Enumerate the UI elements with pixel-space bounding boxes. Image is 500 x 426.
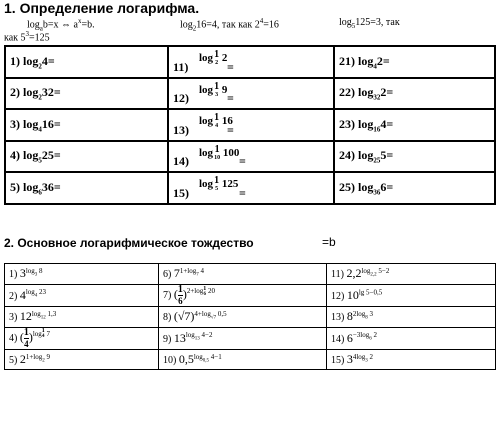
section2-title: 2. Основное логарифмическое тождество [4,236,254,250]
table-row [5,141,495,173]
task-cell: 22) $\log_{32}2=$ [334,78,495,110]
task-cell: 4) $\log_525=$ [5,141,168,173]
task-cell: 24) $\log_{25}5=$ [334,141,495,173]
task-cell: 5) $2^{1+log_2 9}$ [5,349,159,370]
task-cell: 1) $3^{log_3 8}$ [5,264,159,285]
example-2: $\log_5125=3$, так [339,17,400,30]
table-row [5,349,496,370]
task-cell: 10) $0,5^{log_{0,5} 4-1}$ [159,349,327,370]
section1-title: 1. Определение логарифма. [4,0,200,16]
task-cell: 9) $13^{log_{13} 4-2}$ [159,327,327,349]
task-cell: 13) log1 4 16 = [168,109,334,141]
table-row [5,306,496,327]
example-2-cont: как $5^3=125$ [4,30,50,44]
task-cell: 15) log1 5 125 = [168,172,334,204]
task-cell: 23) $\log_{16}4=$ [334,109,495,141]
task-cell: 14) log 1 10 100 = [168,141,334,173]
task-cell: 6) $7^{1+log_7 4}$ [159,264,327,285]
table-row [5,78,495,110]
logarithmic-identity-table [4,263,496,370]
task-cell: 11) $2,2^{log_{2,2} 5-2}$ [327,264,496,285]
identity-tail: =b [322,235,336,249]
table-row [5,46,495,78]
logarithm-definition-table [4,45,496,205]
task-cell: 2) $4^{log_4 23}$ [5,284,159,306]
table-row [5,264,496,285]
task-cell: 21) $\log_42=$ [334,46,495,78]
task-cell: 2) $\log_232=$ [5,78,168,110]
task-cell: 5) $\log_636=$ [5,172,168,204]
table-row [5,284,496,306]
task-cell: 4) ($\frac{1}{4}$ )$^{log1 4 7}$ [5,327,159,349]
task-cell: 15) $3^{4log_3 2}$ [327,349,496,370]
task-cell: 3) $12^{log_{12} 1,3}$ [5,306,159,327]
task-cell: 11) log1 2 2 = [168,46,334,78]
definition: $\log_ab=x$ ⇔ $a^x=b$. [27,17,95,33]
example-1: $\log_216=4$, так как $2^4=16$ [180,17,279,33]
task-cell: 25) $\log_{36}6=$ [334,172,495,204]
table-row [5,109,495,141]
table-row [5,327,496,349]
task-cell: 7) ($\frac{1}{6}$ )$^{2+log1 6 20}$ [159,284,327,306]
task-cell: 13) $8^{2log_8 3}$ [327,306,496,327]
table-row [5,172,495,204]
task-cell: 14) $6^{-3log_6 2}$ [327,327,496,349]
task-cell: 1) $\log_24=$ [5,46,168,78]
task-cell: 12) log1 3 9 = [168,78,334,110]
task-cell: 8) $(√7)^{4+log_{√7} 0,5}$ [159,306,327,327]
task-cell: 12) $10^{lg 5-0,5}$ [327,284,496,306]
task-cell: 3) $\log_416=$ [5,109,168,141]
